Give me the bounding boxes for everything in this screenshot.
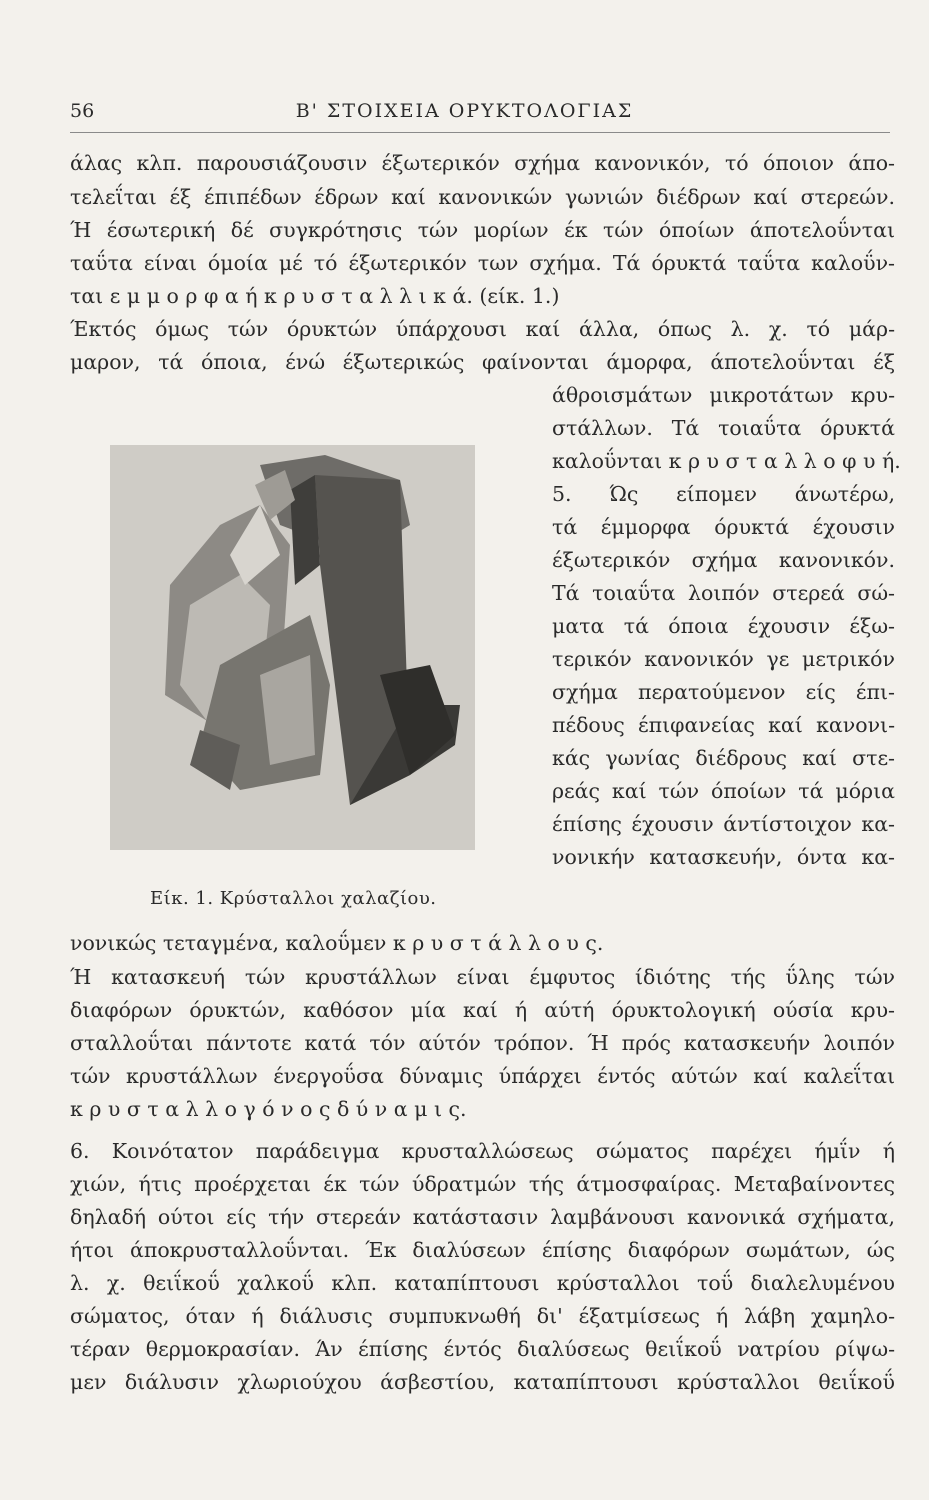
text-line: άθροισμάτων μικροτάτων κρυ- xyxy=(552,383,895,407)
text-line: τέραν θερμοκρασίαν. Άν έπίσης έντός διαλύσεως θειΐκοΰ νατρίου ρίψω- xyxy=(70,1337,895,1361)
text-line: Ή κατασκευή τών κρυστάλλων είναι έμφυτος ίδιότης τής ΰλης τών xyxy=(70,965,895,989)
quartz-crystals-figure xyxy=(110,445,475,850)
text-line: ταΰτα είναι όμοία μέ τό έξωτερικόν των σχήμα. Τά όρυκτά ταΰτα καλοΰν- xyxy=(70,251,895,275)
quartz-crystals-illustration-icon xyxy=(110,445,475,850)
text-line: ματα τά όποια έχουσιν έξω- xyxy=(552,614,895,638)
text-line: ήτοι άποκρυσταλλοΰνται. Έκ διαλύσεων έπίσης διαφόρων σωμάτων, ώς xyxy=(70,1238,895,1262)
text-line: νονικώς τεταγμένα, καλοΰμεν κ ρ υ σ τ ά λ λ ο υ ς. xyxy=(70,931,604,955)
text-line: ρεάς καί τών όποίων τά μόρια xyxy=(552,779,895,803)
text-line: 6. Κοινότατον παράδειγμα κρυσταλλώσεως σώματος παρέχει ήμΐν ή xyxy=(70,1139,895,1163)
text-line: Τά τοιαΰτα λοιπόν στερεά σώ- xyxy=(552,581,895,605)
text-line: τών κρυστάλλων ένεργοΰσα δύναμις ύπάρχει έντός αύτών καί καλεΐται xyxy=(70,1064,895,1088)
text-line: στάλλων. Τά τοιαΰτα όρυκτά xyxy=(552,416,895,440)
text-line: μαρον, τά όποια, ένώ έξωτερικώς φαίνονται άμορφα, άποτελοΰνται έξ xyxy=(70,350,895,374)
text-line: σταλλοΰται πάντοτε κατά τόν αύτόν τρόπον. Ή πρός κατασκευήν λοιπόν xyxy=(70,1031,895,1055)
text-line: κάς γωνίας διέδρους καί στε- xyxy=(552,746,895,770)
text-line: τερικόν κανονικόν γε μετρικόν xyxy=(552,647,895,671)
text-line: 5. Ώς είπομεν άνωτέρω, xyxy=(552,482,895,506)
header-rule xyxy=(70,132,890,133)
text-line: Ή έσωτερική δέ συγκρότησις τών μορίων έκ τών όποίων άποτελοΰνται xyxy=(70,218,895,242)
text-line: χιών, ήτις προέρχεται έκ τών ύδρατμών τής άτμοσφαίρας. Μεταβαίνοντες xyxy=(70,1172,895,1196)
text-line: τά έμμορφα όρυκτά έχουσιν xyxy=(552,515,895,539)
text-line: άλας κλπ. παρουσιάζουσιν έξωτερικόν σχήμα κανονικόν, τό όποιον άπο- xyxy=(70,151,895,175)
page-number: 56 xyxy=(70,100,95,122)
text-line: πέδους έπιφανείας καί κανονι- xyxy=(552,713,895,737)
text-line: σχήμα περατούμενον είς έπι- xyxy=(552,680,895,704)
text-line: διαφόρων όρυκτών, καθόσον μία καί ή αύτή όρυκτολογική ούσία κρυ- xyxy=(70,998,895,1022)
text-line: μεν διάλυσιν χλωριούχου άσβεστίου, καταπίπτουσι κρύσταλλοι θειΐκοΰ xyxy=(70,1370,895,1394)
text-line: νονικήν κατασκευήν, όντα κα- xyxy=(552,845,895,869)
text-line: Έκτός όμως τών όρυκτών ύπάρχουσι καί άλλα, όπως λ. χ. τό μάρ- xyxy=(70,317,895,341)
text-line: ται ε μ μ ο ρ φ α ή κ ρ υ σ τ α λ λ ι κ ά. (είκ. 1.) xyxy=(70,284,560,308)
text-line: λ. χ. θειΐκοΰ χαλκοΰ κλπ. καταπίπτουσι κρύσταλλοι τοΰ διαλελυμένου xyxy=(70,1271,895,1295)
text-line: έπίσης έχουσιν άντίστοιχον κα- xyxy=(552,812,895,836)
text-line: τελεΐται έξ έπιπέδων έδρων καί κανονικών γωνιών διέδρων καί στερεών. xyxy=(70,185,895,209)
figure-caption: Είκ. 1. Κρύσταλλοι χαλαζίου. xyxy=(150,888,437,909)
text-line: δηλαδή ούτοι είς τήν στερεάν κατάστασιν λαμβάνουσι κανονικά σχήματα, xyxy=(70,1205,895,1229)
running-title: Β' ΣΤΟΙΧΕΙΑ ΟΡΥΚΤΟΛΟΓΙΑΣ xyxy=(295,100,634,122)
text-line: καλοΰνται κ ρ υ σ τ α λ λ ο φ υ ή. xyxy=(552,449,901,473)
text-line: έξωτερικόν σχήμα κανονικόν. xyxy=(552,548,895,572)
text-line: σώματος, όταν ή διάλυσις συμπυκνωθή δι' έξατμίσεως ή λάβη χαμηλο- xyxy=(70,1304,895,1328)
text-line: κ ρ υ σ τ α λ λ ο γ ό ν ο ς δ ύ ν α μ ι ς. xyxy=(70,1097,467,1121)
